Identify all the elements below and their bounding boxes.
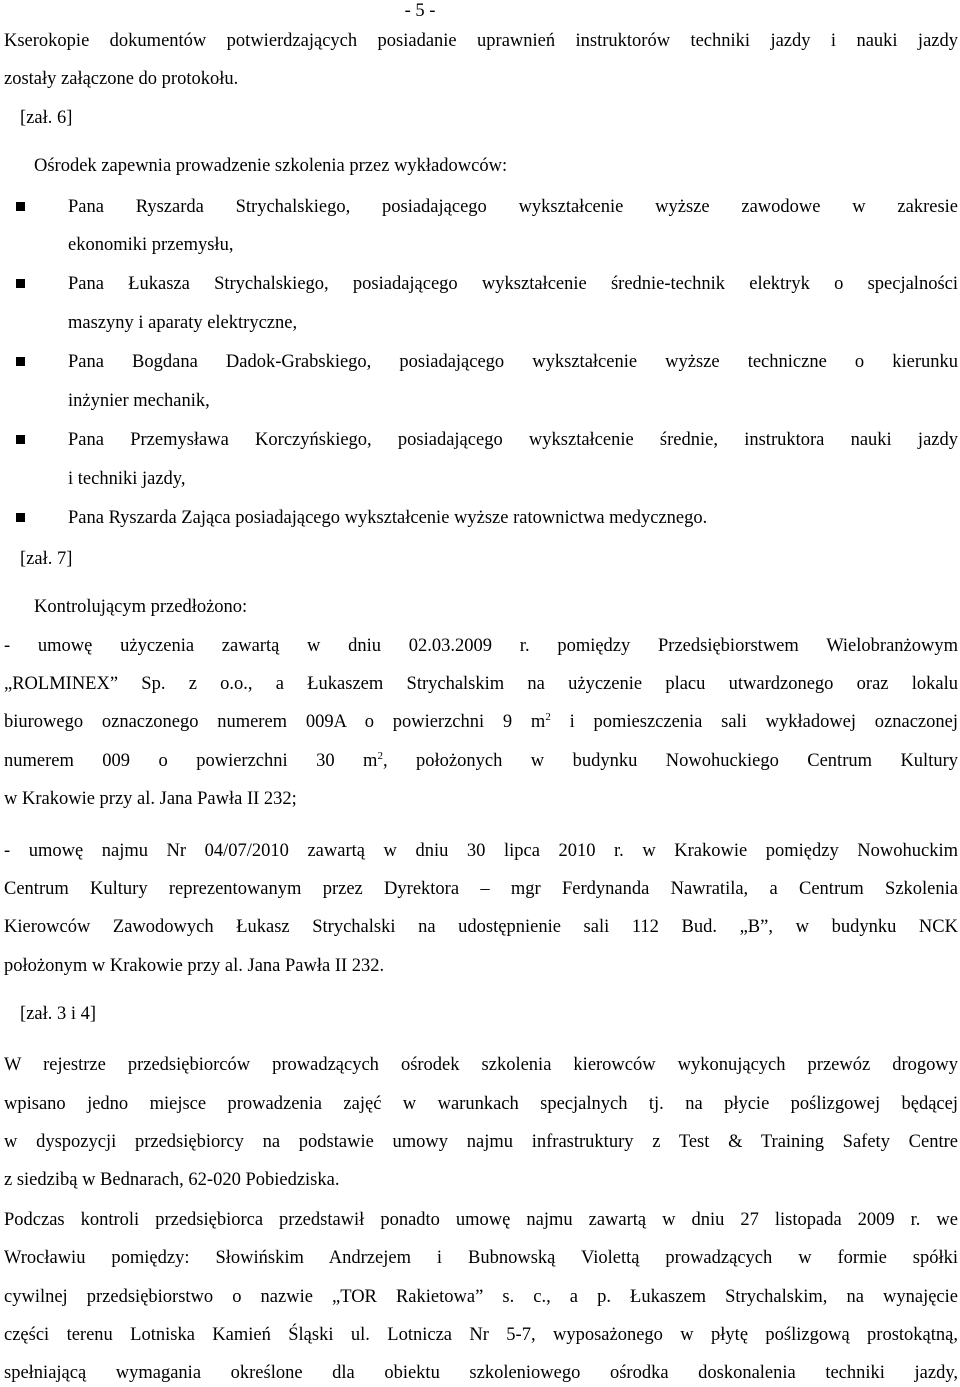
list-item bbox=[10, 427, 958, 453]
list-item-continuation bbox=[10, 466, 958, 492]
paragraph-line: w dyspozycji przedsiębiorcy na podstawie umowy najmu infrastruktury z Test & Training Safety Centre bbox=[4, 1132, 958, 1152]
paragraph-line: wpisano jedno miejsce prowadzenia zajęć w warunkach specjalnych tj. na płycie poślizgowej będącej bbox=[4, 1094, 958, 1114]
attachment-ref: [zał. 7] bbox=[20, 549, 73, 569]
paragraph-line: Kierowców Zawodowych Łukasz Strychalski na udostępnienie sali 112 Bud. „B”, w budynku NCK bbox=[4, 917, 958, 937]
lecturers-intro: Ośrodek zapewnia prowadzenie szkolenia przez wykładowców: bbox=[34, 156, 508, 176]
paragraph-line: zostały załączone do protokołu. bbox=[4, 69, 239, 89]
paragraph-line: „ROLMINEX” Sp. z o.o., a Łukaszem Strychalskim na użyczenie placu utwardzonego oraz lokalu bbox=[4, 674, 958, 694]
list-item-text: Pana Ryszarda Zająca posiadającego wykształcenie wyższe ratownictwa medycznego. bbox=[68, 508, 708, 528]
list-item-text: ekonomiki przemysłu, bbox=[68, 235, 234, 255]
bullet-icon bbox=[16, 279, 25, 288]
list-item bbox=[10, 271, 958, 297]
list-item-text: i techniki jazdy, bbox=[68, 469, 186, 489]
paragraph-line: położonym w Krakowie przy al. Jana Pawła II 232. bbox=[4, 956, 385, 976]
paragraph-line: w Krakowie przy al. Jana Pawła II 232; bbox=[4, 789, 297, 809]
bullet-icon bbox=[16, 202, 25, 211]
list-item-text: Pana Bogdana Dadok-Grabskiego, posiadającego wykształcenie wyższe techniczne o kierunku bbox=[68, 352, 958, 372]
paragraph-line: Podczas kontroli przedsiębiorca przedstawił ponadto umowę najmu zawartą w dniu 27 listopada 2009 r. we bbox=[4, 1210, 958, 1230]
attachment-ref: [zał. 3 i 4] bbox=[20, 1004, 97, 1024]
paragraph-line: Kserokopie dokumentów potwierdzających posiadanie uprawnień instruktorów techniki jazdy i nauki jazdy bbox=[4, 31, 958, 51]
paragraph-line: spełniającą wymagania określone dla obiektu szkoleniowego ośrodka doskonalenia techniki jazdy, bbox=[4, 1363, 958, 1383]
list-item bbox=[10, 505, 958, 531]
list-item-continuation bbox=[10, 388, 958, 414]
paragraph-line: Wrocławiu pomiędzy: Słowińskim Andrzejem i Bubnowską Violettą prowadzących w formie spółki bbox=[4, 1248, 958, 1268]
list-item-text: Pana Przemysława Korczyńskiego, posiadającego wykształcenie średnie, instruktora nauki jazdy bbox=[68, 430, 958, 450]
list-item-text: inżynier mechanik, bbox=[68, 391, 210, 411]
paragraph-line: części terenu Lotniska Kamień Śląski ul. Lotnicza Nr 5-7, wyposażonego w płytę poślizgową prostokątną, bbox=[4, 1325, 958, 1345]
paragraph-line: numerem 009 o powierzchni 30 $m^2$, położonych w budynku Nowohuckiego Centrum Kultury bbox=[4, 750, 959, 771]
list-item-text: Pana Łukasza Strychalskiego, posiadającego wykształcenie średnie-technik elektryk o specjalności bbox=[68, 274, 958, 294]
list-item-continuation bbox=[10, 232, 958, 258]
list-item bbox=[10, 349, 958, 375]
attachment-ref: [zał. 6] bbox=[20, 108, 73, 128]
list-item-text: maszyny i aparaty elektryczne, bbox=[68, 313, 298, 333]
paragraph-line: biurowego oznaczonego numerem 009A o powierzchni 9 $m^2$ i pomieszczenia sali wykładowej oznaczonej bbox=[4, 711, 958, 732]
paragraph-line: - umowę najmu Nr 04/07/2010 zawartą w dniu 30 lipca 2010 r. w Krakowie pomiędzy Nowohuckim bbox=[4, 841, 958, 861]
documents-intro: Kontrolującym przedłożono: bbox=[34, 597, 248, 617]
paragraph-line: cywilnej przedsiębiorstwo o nazwie „TOR Rakietowa” s. c., a p. Łukaszem Strychalskim, na wynajęcie bbox=[4, 1287, 958, 1307]
paragraph-line: W rejestrze przedsiębiorców prowadzących ośrodek szkolenia kierowców wykonujących przewóz drogowy bbox=[4, 1055, 958, 1075]
bullet-icon bbox=[16, 435, 25, 444]
list-item-continuation bbox=[10, 310, 958, 336]
list-item-text: Pana Ryszarda Strychalskiego, posiadającego wykształcenie wyższe zawodowe w zakresie bbox=[68, 197, 958, 217]
paragraph-line: - umowę użyczenia zawartą w dniu 02.03.2009 r. pomiędzy Przedsiębiorstwem Wielobranżowym bbox=[4, 636, 958, 656]
bullet-icon bbox=[16, 513, 25, 522]
bullet-icon bbox=[16, 357, 25, 366]
paragraph-line: Centrum Kultury reprezentowanym przez Dyrektora – mgr Ferdynanda Nawratila, a Centrum Szkolenia bbox=[4, 879, 958, 899]
list-item bbox=[10, 194, 958, 220]
paragraph-line: z siedzibą w Bednarach, 62-020 Pobiedziska. bbox=[4, 1170, 340, 1190]
page-number: - 5 - bbox=[404, 1, 436, 21]
